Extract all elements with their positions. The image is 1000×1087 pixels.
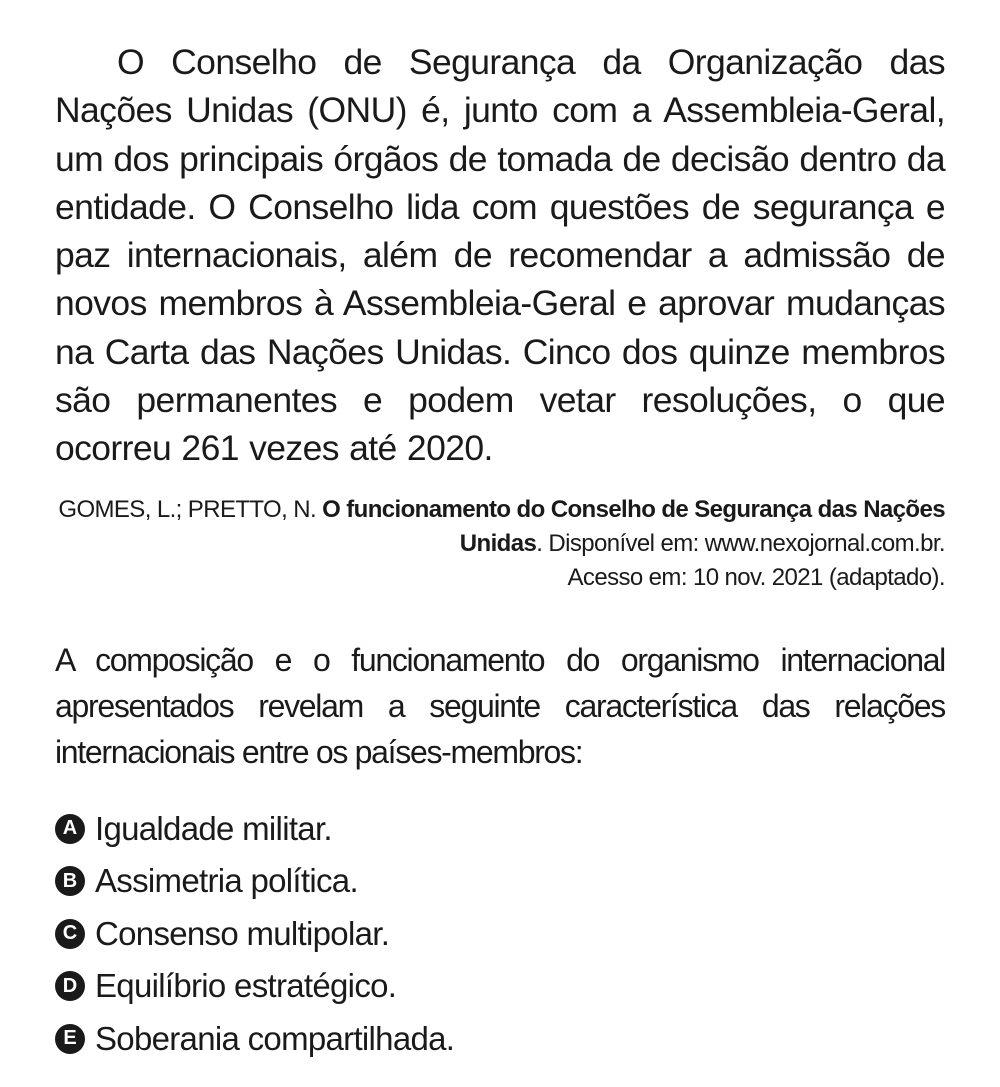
citation-title: O funcionamento do Conselho de Segurança das Nações Unidas — [322, 495, 945, 557]
option-a[interactable] — [55, 803, 945, 856]
passage-text: O Conselho de Segurança da Organização das Nações Unidas (ONU) é, junto com a Assembleia-Geral, um dos principais órgãos de tomada de decisão dentro da entidade. O Conselho lida com questões de segurança e paz internacionais, além de recomendar a admissão de novos membros à Assembleia-Geral e aprovar mudanças na Carta das Nações Unidas. Cinco dos quinze membros são permanentes e podem vetar resoluções, o que ocorreu 261 vezes até 2020. — [55, 42, 945, 469]
option-c[interactable] — [55, 908, 945, 961]
citation-authors: GOMES, L.; PRETTO, N. — [58, 495, 323, 523]
option-a-letter-badge: A — [55, 814, 85, 844]
option-b-text: Assimetria política. — [95, 862, 358, 900]
option-e-text: Soberania compartilhada. — [95, 1019, 455, 1057]
source-citation — [55, 493, 945, 595]
option-c-letter-badge: C — [55, 919, 85, 949]
citation-availability: . Disponível em: www.nexojornal.com.br. — [536, 529, 945, 557]
option-d-letter-badge: D — [55, 971, 85, 1001]
option-e-letter-badge: E — [55, 1024, 85, 1054]
option-b[interactable] — [55, 855, 945, 908]
citation-access: Acesso em: 10 nov. 2021 (adaptado). — [567, 563, 945, 591]
option-c-text: Consenso multipolar. — [95, 914, 390, 952]
option-d[interactable] — [55, 960, 945, 1013]
answer-options — [55, 803, 945, 1066]
option-d-text: Equilíbrio estratégico. — [95, 967, 397, 1005]
option-a-text: Igualdade militar. — [95, 809, 332, 847]
option-b-letter-badge: B — [55, 866, 85, 896]
option-e[interactable] — [55, 1013, 945, 1066]
question-stem: A composição e o funcionamento do organismo internacional apresentados revelam a seguinte característica das relações internacionais entre os países-membros: — [55, 641, 945, 770]
